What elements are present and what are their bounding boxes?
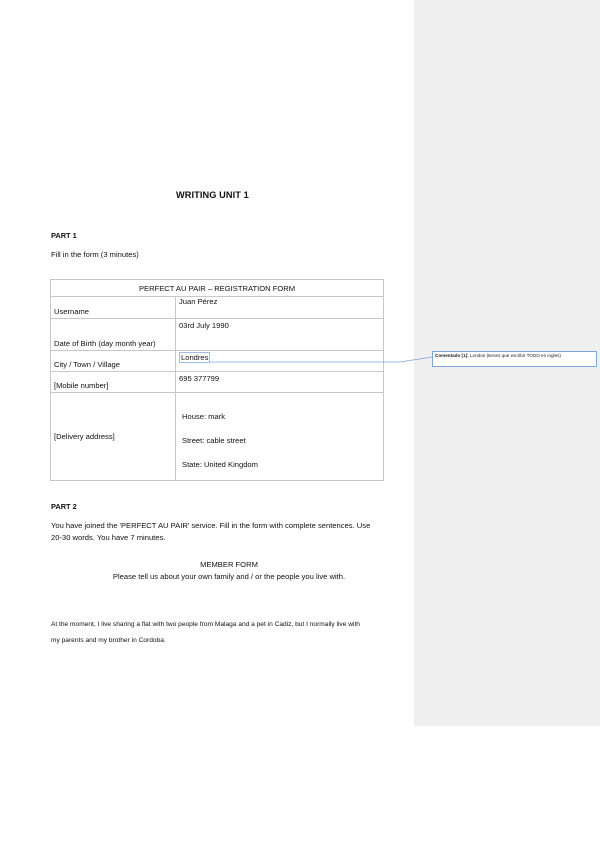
comment-text: London (tienes que escribir TODO en ingles) [469, 353, 561, 358]
username-label: Username [51, 297, 176, 319]
dob-label: Date of Birth (day month year) [51, 319, 176, 351]
comment-bubble[interactable] [432, 351, 597, 367]
document-title: WRITING UNIT 1 [176, 190, 249, 200]
city-label: City / Town / Village [51, 351, 176, 372]
delivery-house[interactable]: House: mark [182, 412, 226, 421]
member-answer[interactable]: At the moment, I live sharing a flat with two people from Malaga and a pet in Cadiz, but I normally live with my parents and my brother in Cordoba. [51, 621, 360, 644]
delivery-street[interactable]: Street: cable street [182, 436, 246, 445]
mobile-label: [Mobile number] [51, 372, 176, 393]
city-value[interactable]: Londres [181, 353, 209, 362]
part2-instruction: You have joined the 'PERFECT AU PAIR' service. Fill in the form with complete sentences. Use 20-30 words. You have 7 minutes. [51, 521, 371, 542]
part1-heading: PART 1 [51, 231, 77, 240]
part1-instruction: Fill in the form (3 minutes) [51, 250, 139, 259]
delivery-label: [Delivery address] [51, 393, 176, 481]
part2-heading: PART 2 [51, 502, 77, 511]
mobile-value[interactable]: 695 377799 [176, 372, 384, 393]
form-title: PERFECT AU PAIR – REGISTRATION FORM [51, 280, 384, 297]
member-form-title: MEMBER FORM [200, 560, 258, 569]
username-value[interactable]: Juan Pérez [176, 297, 384, 319]
dob-value[interactable]: 03rd July 1990 [176, 319, 384, 351]
comment-author: Comentado [1]: [435, 353, 469, 358]
delivery-state[interactable]: State: United Kingdom [182, 460, 258, 469]
member-form-prompt: Please tell us about your own family and / or the people you live with. [112, 572, 346, 581]
